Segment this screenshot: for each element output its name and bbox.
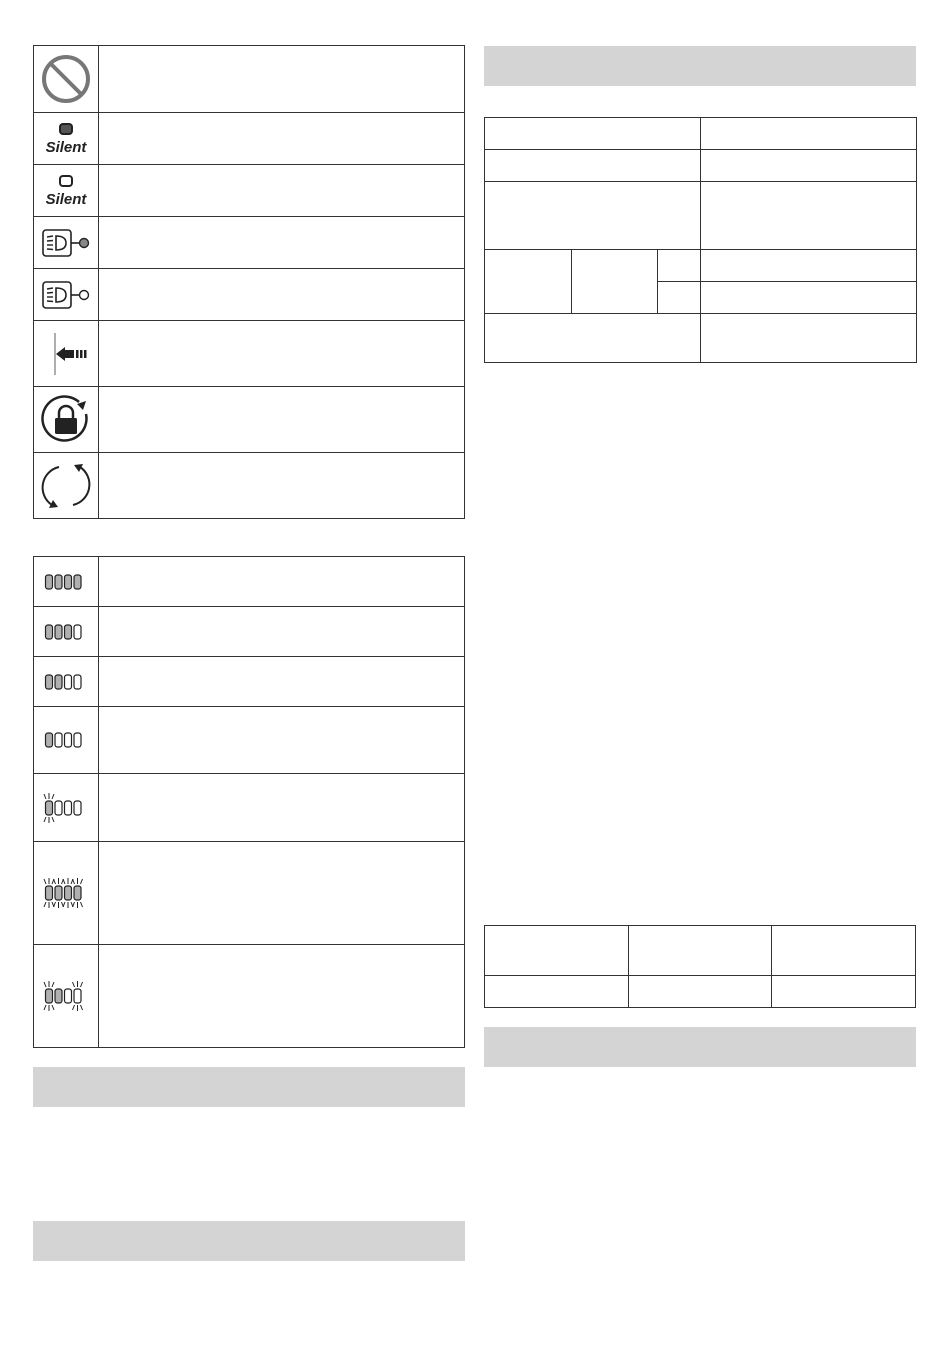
table-cell xyxy=(485,182,701,250)
blink-ray xyxy=(81,902,83,907)
battery-description xyxy=(99,945,465,1048)
blink-ray xyxy=(44,794,46,799)
technical-data-table xyxy=(484,117,917,363)
battery-segment xyxy=(55,801,62,815)
blink-ray xyxy=(52,982,54,987)
battery-row xyxy=(34,774,465,842)
battery-segment xyxy=(65,625,72,639)
blink-ray xyxy=(81,879,83,884)
symbol-row xyxy=(34,46,465,113)
blink-ray xyxy=(44,879,46,884)
symbol-description xyxy=(99,165,465,217)
battery-row xyxy=(34,707,465,774)
battery-segment xyxy=(65,886,72,900)
blink-ray xyxy=(63,902,65,907)
table-cell xyxy=(485,314,701,363)
battery-description xyxy=(99,774,465,842)
battery-row xyxy=(34,657,465,707)
battery-segment xyxy=(74,801,81,815)
direction-arrow-icon xyxy=(39,327,93,381)
table-cell xyxy=(701,282,917,314)
table-cell xyxy=(701,150,917,182)
blink-ray xyxy=(44,817,46,822)
blink-ray xyxy=(73,1005,75,1010)
battery-segment xyxy=(74,886,81,900)
battery-description xyxy=(99,607,465,657)
table-header-row xyxy=(485,926,916,976)
battery-segment xyxy=(65,575,72,589)
table-cell xyxy=(485,150,701,182)
table-cell xyxy=(772,976,916,1008)
battery-row xyxy=(34,945,465,1048)
table-row xyxy=(485,314,917,363)
battery-segment xyxy=(74,675,81,689)
blink-ray xyxy=(54,902,56,907)
battery-all-blinking-icon xyxy=(39,873,93,913)
battery-segment xyxy=(46,801,53,815)
symbol-description xyxy=(99,269,465,321)
symbol-row xyxy=(34,217,465,269)
symbol-row xyxy=(34,321,465,387)
battery-segment xyxy=(65,801,72,815)
table-cell xyxy=(658,250,701,282)
battery-segment xyxy=(65,733,72,747)
table-header-cell xyxy=(772,926,916,976)
battery-segment xyxy=(55,886,62,900)
symbol-row xyxy=(34,269,465,321)
table-row xyxy=(485,150,917,182)
symbol-description xyxy=(99,46,465,113)
blink-ray xyxy=(73,879,75,884)
blink-ray xyxy=(81,1005,83,1010)
table-cell xyxy=(658,282,701,314)
symbol-description xyxy=(99,453,465,519)
blink-ray xyxy=(52,1005,54,1010)
battery-1-bar-icon xyxy=(39,720,93,760)
battery-row xyxy=(34,557,465,607)
symbol-row xyxy=(34,165,465,217)
worklight-off-icon xyxy=(39,278,93,312)
section-heading-band xyxy=(484,1027,916,1067)
battery-segment xyxy=(55,675,62,689)
section-heading-band xyxy=(484,46,916,86)
symbol-row xyxy=(34,387,465,453)
table-cell xyxy=(628,976,772,1008)
table-row xyxy=(485,250,917,282)
battery-4-bars-icon xyxy=(39,562,93,602)
battery-segment xyxy=(55,625,62,639)
table-header-cell xyxy=(485,926,629,976)
blink-ray xyxy=(81,982,83,987)
blink-ray xyxy=(52,817,54,822)
table-cell xyxy=(701,118,917,150)
blink-ray xyxy=(73,982,75,987)
table-cell xyxy=(701,182,917,250)
symbol-row xyxy=(34,113,465,165)
rotation-lock-icon xyxy=(39,393,93,447)
blink-ray xyxy=(54,879,56,884)
rotation-icon xyxy=(39,459,93,513)
battery-description xyxy=(99,657,465,707)
section-heading-band xyxy=(33,1221,465,1261)
small-data-table xyxy=(484,925,916,1008)
prohibited-icon xyxy=(41,54,91,104)
battery-3-bars-icon xyxy=(39,612,93,652)
silent-label: Silent xyxy=(45,138,87,156)
table-cell xyxy=(701,314,917,363)
blink-ray xyxy=(52,794,54,799)
battery-indicator-table xyxy=(33,556,465,1048)
symbol-row xyxy=(34,453,465,519)
symbol-description xyxy=(99,321,465,387)
blink-ray xyxy=(63,879,65,884)
blink-ray xyxy=(44,1005,46,1010)
table-row xyxy=(485,182,917,250)
battery-segment xyxy=(74,989,81,1003)
battery-segment xyxy=(74,733,81,747)
battery-row xyxy=(34,607,465,657)
table-cell xyxy=(485,118,701,150)
table-row xyxy=(485,976,916,1008)
blink-ray xyxy=(73,902,75,907)
battery-2-bars-icon xyxy=(39,662,93,702)
section-heading-band xyxy=(33,1067,465,1107)
blink-ray xyxy=(44,902,46,907)
battery-outer-blinking-icon xyxy=(39,976,93,1016)
battery-segment xyxy=(46,989,53,1003)
battery-segment xyxy=(55,575,62,589)
battery-segment xyxy=(65,675,72,689)
symbol-description xyxy=(99,113,465,165)
battery-description xyxy=(99,557,465,607)
silent-outline-icon xyxy=(39,171,93,211)
battery-segment xyxy=(55,989,62,1003)
battery-row xyxy=(34,842,465,945)
table-cell xyxy=(701,250,917,282)
battery-segment xyxy=(46,886,53,900)
symbol-description xyxy=(99,217,465,269)
battery-1-bar-blinking-icon xyxy=(39,788,93,828)
symbol-description xyxy=(99,387,465,453)
silent-label: Silent xyxy=(45,190,87,208)
battery-segment xyxy=(74,575,81,589)
battery-description xyxy=(99,707,465,774)
battery-segment xyxy=(46,733,53,747)
silent-filled-icon xyxy=(39,119,93,159)
blink-ray xyxy=(44,982,46,987)
table-row xyxy=(485,118,917,150)
symbol-table xyxy=(33,45,465,519)
table-cell xyxy=(485,250,572,314)
battery-segment xyxy=(46,625,53,639)
battery-segment xyxy=(74,625,81,639)
battery-segment xyxy=(46,675,53,689)
table-cell xyxy=(485,976,629,1008)
table-header-cell xyxy=(628,926,772,976)
battery-segment xyxy=(65,989,72,1003)
table-cell xyxy=(572,250,658,314)
battery-segment xyxy=(46,575,53,589)
worklight-on-icon xyxy=(39,226,93,260)
battery-description xyxy=(99,842,465,945)
battery-segment xyxy=(55,733,62,747)
